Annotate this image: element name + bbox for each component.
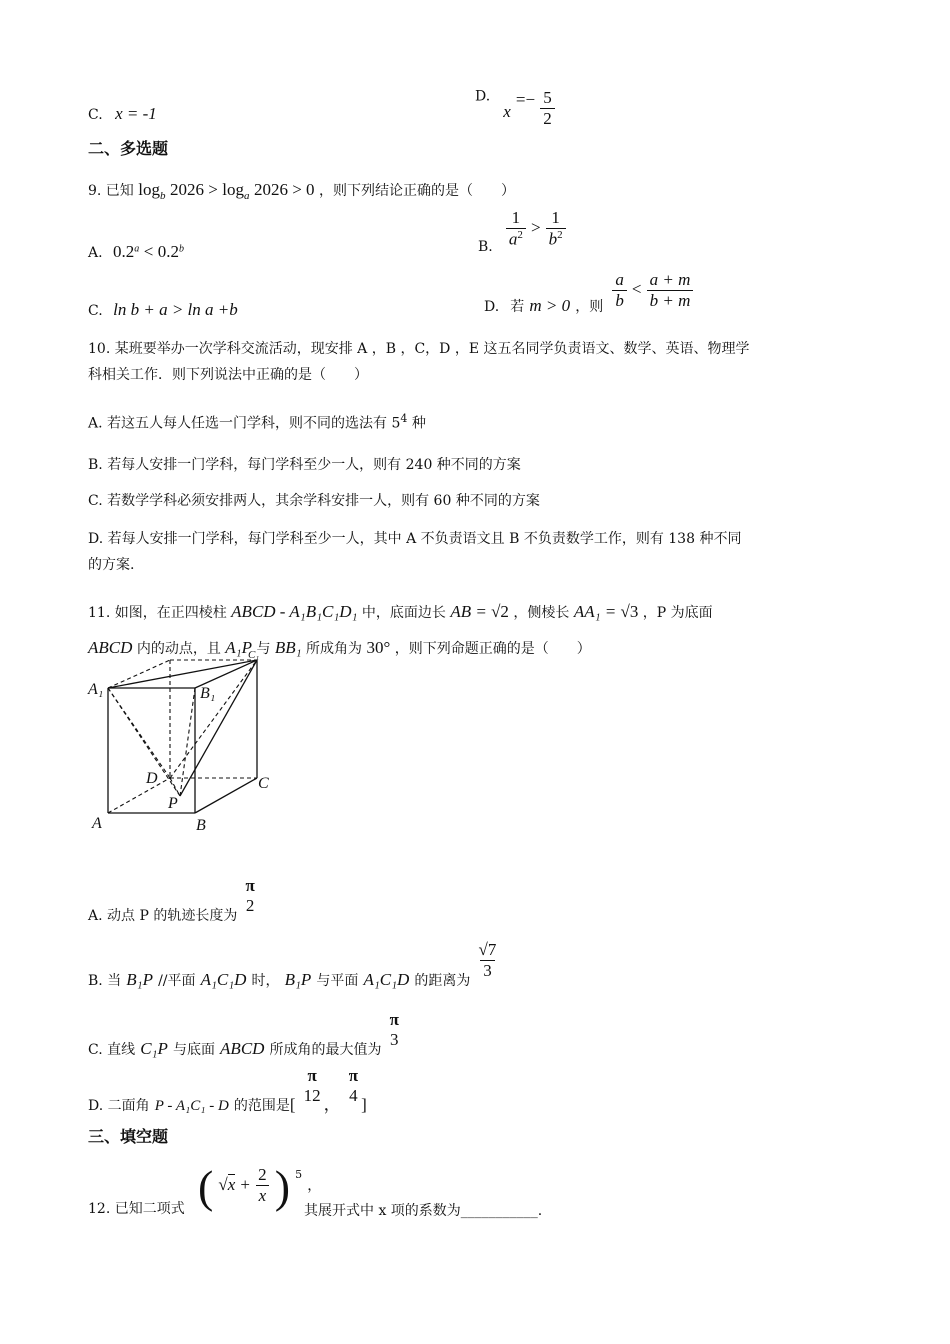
q9-num1: 2026 > (169, 180, 218, 199)
q11-option-a (88, 876, 258, 925)
q9-option-a-exp1: a (134, 243, 140, 255)
q10-option-a-tail: 种 (407, 415, 426, 432)
q11-option-a-num: π (245, 876, 255, 895)
q11-line2-d: ，则下列命题正确的是（ ） (394, 641, 591, 657)
q11-p1: 11. 如图，在正四棱柱 (88, 605, 227, 621)
q9-option-a-lt: < (143, 242, 154, 261)
q11-option-d-num1: π (307, 1066, 317, 1085)
q11-option-d-close: ] (361, 1095, 367, 1115)
q11-p4: ，P 为底面 (642, 605, 713, 621)
q11-p3: ，侧棱长 (513, 605, 570, 621)
q9-option-a-base1: 0.2 (113, 242, 135, 261)
q11-option-b-frac (476, 940, 500, 980)
edge-ad-hidden (108, 778, 170, 813)
q11-option-d-den2: 4 (349, 1085, 358, 1105)
q9-option-b-frac2 (546, 208, 566, 249)
q9-option-d-if: 若 (510, 298, 525, 315)
q12-paren-close: ) (274, 1161, 291, 1212)
q11-option-c-m2: ABCD (220, 1039, 265, 1059)
q9-option-b-label: B. (478, 238, 493, 255)
q11-option-b-m3: B₁P (284, 969, 312, 989)
q8-option-d-var: x (503, 101, 511, 121)
q11-abcd: ABCD (88, 638, 133, 657)
label-c: C (258, 775, 269, 792)
q9-option-b-den1: a (508, 229, 518, 249)
segment-c1p (180, 660, 257, 796)
edge-bc (195, 778, 257, 813)
q9-log1: log (138, 180, 160, 199)
label-b1: B₁ (200, 685, 216, 702)
q11-line2-c: 所成角为 (306, 641, 363, 657)
q10-stem-line2: 科相关工作．则下列说法中正确的是（ ） (88, 367, 368, 383)
q9-option-d-frac1 (612, 270, 627, 310)
q10-option-d-line1: D. 若每人安排一门学科，每门学科至少一人，其中 A 不负责语文且 B 不负责数学工作，则有 138 种不同 (88, 531, 742, 547)
q11-option-b-den: 3 (480, 960, 495, 981)
q11-option-b (88, 940, 499, 989)
q11-option-b-m4: A₁C₁D (363, 969, 410, 989)
q12-sqrt-sign: √ (218, 1175, 228, 1194)
q9-option-d-frac2 (647, 270, 694, 310)
q9-stem-prefix: 9. 已知 (88, 183, 134, 199)
q12-num: 2 (258, 1165, 267, 1185)
q11-option-b-t3: 时， (251, 972, 280, 989)
q12-frac (255, 1165, 270, 1205)
q9-option-d-num1: a (615, 270, 624, 289)
q11-option-a-frac (242, 876, 257, 915)
q9-option-b-den2: b (548, 229, 558, 249)
q10-option-c: C. 若数学学科必须安排两人，其余学科安排一人，则有 60 种不同的方案 (88, 493, 540, 509)
q11-option-d-m1: P - A₁C₁ - D (154, 1098, 229, 1115)
q11-prism-figure (80, 650, 290, 840)
segment-a1d (108, 688, 170, 778)
q9-option-b-pow1: 2 (517, 228, 523, 241)
q9-option-d-cond: m > 0 (529, 295, 571, 315)
q11-stem-line1 (88, 602, 713, 622)
q9-option-b-frac1 (506, 208, 526, 249)
q11-option-b-m2: A₁C₁D (200, 969, 247, 989)
label-a: A (92, 815, 102, 832)
q12-suffix: 其展开式中 x 项的系数为 (304, 1203, 461, 1219)
q11-option-c-num: π (389, 1010, 399, 1029)
q12-sqrt-x: x (227, 1175, 236, 1194)
q8-option-d-frac (540, 88, 555, 128)
q11-a1p: A₁P (225, 638, 252, 657)
q11-option-c-t3: 所成角的最大值为 (269, 1042, 382, 1059)
q9-option-c-math: ln b + a > ln a +b (113, 300, 238, 319)
q9-option-a-base2: 0.2 (157, 242, 180, 261)
q9-log2-base: a (243, 189, 250, 202)
q8-option-d-den: 2 (540, 108, 555, 129)
segment-b1p (180, 688, 195, 796)
q9-num2: 2026 > 0 (253, 180, 315, 199)
q11-option-c-m1: C₁P (140, 1039, 168, 1059)
segment-dp (170, 778, 180, 796)
q9-option-b-num2: 1 (551, 208, 560, 227)
q10-option-a-text: A. 若这五人每人任选一门学科，则不同的选法有 5 (88, 415, 401, 432)
q10-option-a (88, 412, 426, 433)
q9-log2: log (222, 180, 244, 199)
q11-option-c-den: 3 (390, 1029, 399, 1049)
q11-line2-b: 与 (256, 641, 271, 657)
q11-aa: AA₁ = (573, 602, 621, 621)
q12-prefix: 12. 已知二项式 (88, 1201, 185, 1217)
q9-option-a-label: A. (88, 245, 103, 261)
q11-option-c-t2: 与底面 (172, 1042, 215, 1059)
q9-option-d-den1: b (612, 290, 627, 311)
q8-option-c-label: C. (88, 107, 103, 123)
q8-option-d-num: 5 (543, 88, 552, 107)
section-multi-choice-heading: 二、多选题 (88, 139, 169, 158)
q11-option-d-frac2 (346, 1066, 361, 1105)
q8-option-c-math: x = -1 (115, 104, 157, 123)
q11-ab-val: √2 (491, 602, 509, 621)
q11-option-c (88, 1010, 402, 1059)
label-a1: A₁ (88, 681, 104, 698)
q11-option-d-frac1 (301, 1066, 324, 1105)
q10-option-d-line2: 的方案. (88, 557, 135, 573)
q9-option-d-label: D. (484, 298, 500, 315)
q12-paren-open: ( (198, 1161, 214, 1212)
label-b: B (196, 817, 206, 834)
q11-option-a-text: A. 动点 P 的轨迹长度为 (88, 908, 238, 925)
q11-prism: ABCD - A₁B₁C₁D₁ (231, 602, 358, 621)
q9-option-d-then: ，则 (575, 298, 604, 315)
q9-option-c (88, 300, 238, 320)
q9-option-d-lt: < (631, 279, 642, 299)
q11-option-b-t1: B. 当 (88, 972, 122, 989)
label-p: P (168, 795, 178, 812)
q11-option-d-num2: π (348, 1066, 359, 1085)
q9-option-a (88, 242, 184, 262)
q11-option-b-t4: 与平面 (316, 972, 359, 989)
q11-option-d-t1: D. 二面角 (88, 1098, 150, 1115)
q9-option-b-pow2: 2 (557, 228, 563, 241)
q11-option-c-frac (387, 1010, 402, 1049)
q12-plus: + (240, 1175, 250, 1194)
q11-angle: 30° (366, 638, 391, 657)
q9-option-b (478, 208, 566, 255)
q9-stem (88, 180, 515, 202)
q9-option-d-den2: b + m (647, 290, 694, 311)
edge-a1d1-hidden (108, 660, 170, 688)
q11-option-c-t1: C. 直线 (88, 1042, 136, 1059)
segment-a1p (108, 688, 180, 796)
q8-option-d-label: D. (475, 88, 491, 105)
q11-p2: 中，底面边长 (361, 605, 446, 621)
q9-option-c-label: C. (88, 303, 103, 319)
q8-option-c (88, 104, 157, 124)
q12-end: . (537, 1203, 543, 1219)
q11-option-d-den1: 12 (303, 1085, 321, 1105)
segment-dc1 (170, 660, 257, 778)
q8-option-d (475, 76, 555, 128)
q11-option-d-comma: ， (323, 1095, 341, 1115)
q9-option-d-num2: a + m (649, 270, 691, 289)
q11-option-d (88, 1066, 367, 1115)
q9-option-a-exp2: b (179, 243, 185, 255)
q9-option-b-num1: 1 (511, 208, 521, 227)
q12-comma: ， (307, 1178, 322, 1194)
q11-option-a-den: 2 (245, 895, 255, 915)
q9-stem-suffix: ，则下列结论正确的是（ ） (318, 183, 515, 199)
q10-option-b: B. 若每人安排一门学科，每门学科至少一人，则有 240 种不同的方案 (88, 457, 521, 473)
edge-a1c1 (108, 660, 257, 688)
q11-option-b-t5: 的距离为 (414, 972, 471, 989)
q12-suffix-line (304, 1200, 542, 1220)
q11-bb1: BB₁ (274, 638, 302, 657)
q9-option-d (484, 270, 693, 315)
q9-option-b-gt: > (530, 217, 541, 237)
edge-b1c1 (195, 660, 257, 688)
q10-stem-line1: 10. 某班要举办一次学科交流活动，现安排 A ，B ，C，D ，E 这五名同学负责语文、数学、英语、物理学 (88, 341, 750, 357)
q11-aa-val: √3 (620, 602, 639, 621)
section-fill-heading: 三、填空题 (88, 1127, 169, 1146)
q11-option-b-t2: //平面 (158, 972, 196, 989)
q8-option-d-eq: =− (515, 89, 536, 109)
label-d: D (146, 770, 158, 787)
q12-answer-blank: ___________ (460, 1203, 538, 1219)
q9-log1-base: b (160, 189, 166, 202)
q11-option-b-m1: B₁P (126, 969, 153, 989)
q11-option-d-open: [ (289, 1095, 296, 1115)
q12-binomial (198, 1162, 321, 1220)
q11-option-b-num: √7 (478, 940, 497, 959)
q11-ab: AB = (450, 602, 492, 621)
q10-option-a-sup: 4 (400, 412, 408, 425)
q11-line2-a: 内的动点，且 (136, 641, 221, 657)
q12-den: x (256, 1185, 270, 1206)
q12-exp: 5 (295, 1167, 303, 1181)
label-c1: C₁ (248, 650, 260, 661)
q11-option-d-t2: 的范围是 (233, 1098, 290, 1115)
